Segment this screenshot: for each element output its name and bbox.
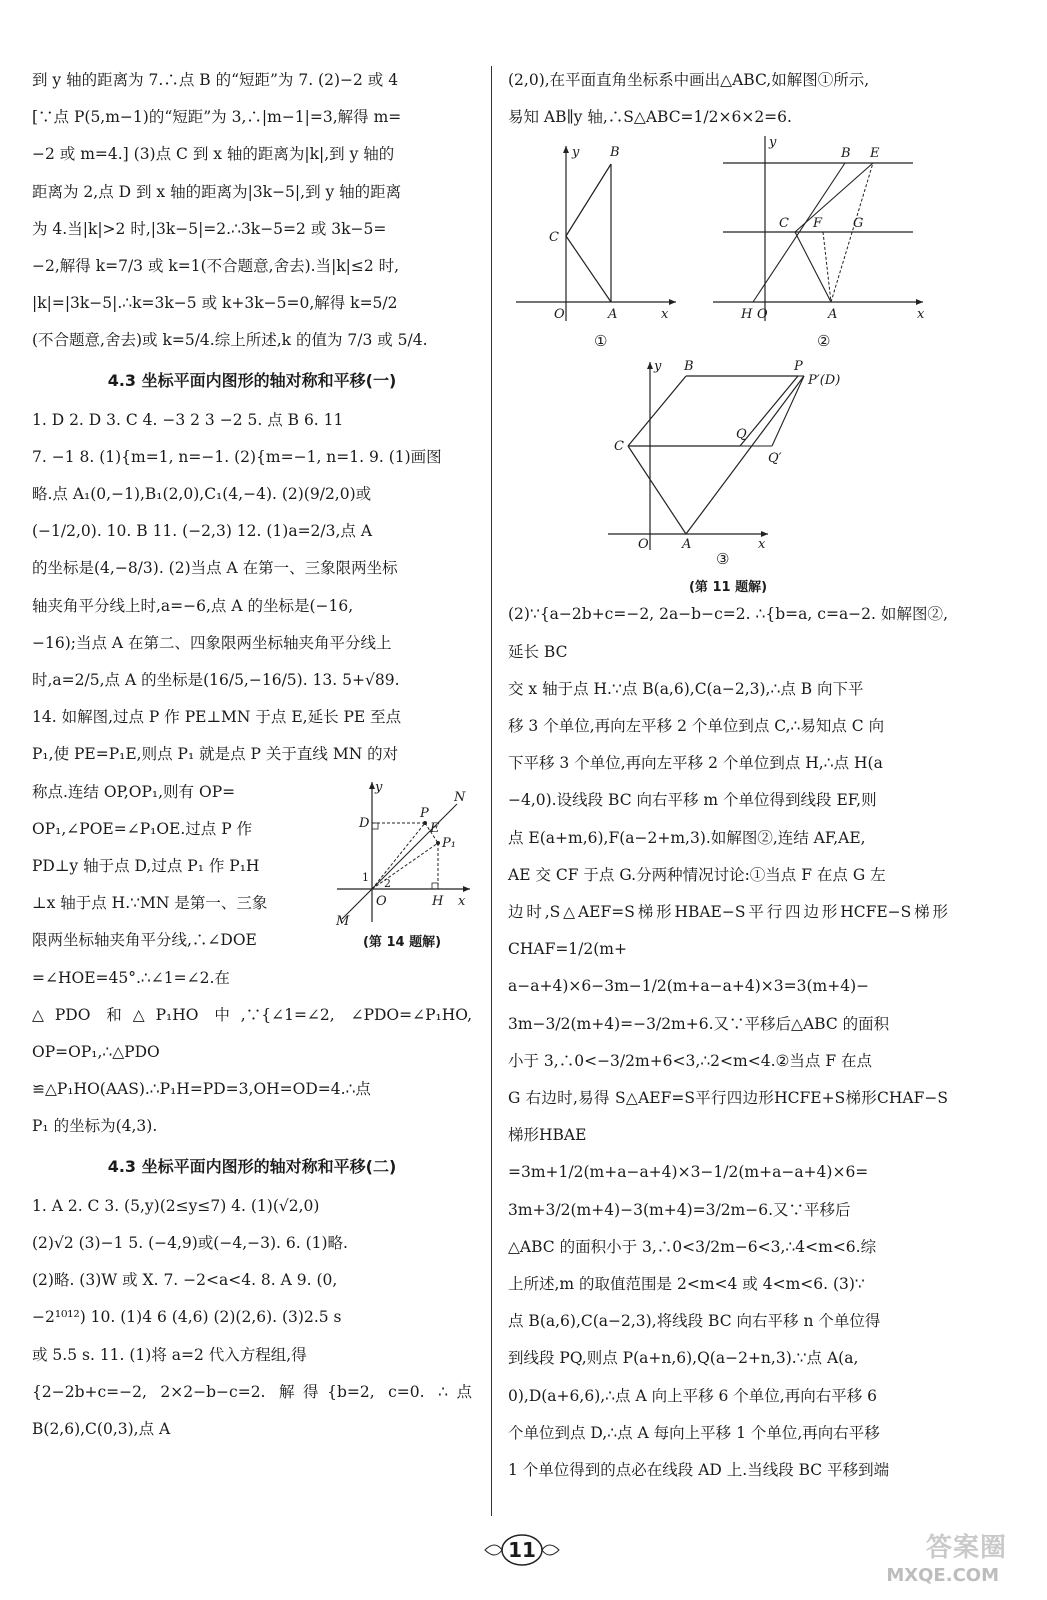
text-line: P₁,使 PE=P₁E,则点 P₁ 就是点 P 关于直线 MN 的对 (32, 745, 399, 764)
section-heading-2: 4.3 坐标平面内图形的轴对称和平移(二) (107, 1156, 397, 1176)
svg-text:G: G (853, 216, 864, 232)
svg-text:A: A (608, 307, 618, 323)
text-line: 时,a=2/5,点 A 的坐标是(16/5,−16/5). 13. 5+√89. (32, 671, 400, 690)
svg-text:O: O (554, 307, 565, 323)
text-line: 或 5.5 s. 11. (1)将 a=2 代入方程组,得 (32, 1345, 307, 1364)
figure-11-1-label: ① (594, 332, 608, 351)
text-line: 点 B(a,6),C(a−2,3),将线段 BC 向右平移 n 个单位得 (508, 1312, 881, 1331)
svg-text:y: y (654, 359, 662, 375)
text-line: G 右边时,易得 S△AEF=S平行四边形HCFE+S梯形CHAF−S梯形HBAE (508, 1089, 948, 1145)
text-line: 易知 AB∥y 轴,∴S△ABC=1/2×6×2=6. (508, 108, 792, 127)
svg-text:2: 2 (384, 877, 391, 891)
svg-text:E: E (870, 146, 880, 162)
svg-text:P₁: P₁ (442, 836, 456, 852)
text-line: 为 4.当|k|>2 时,|3k−5|=2.∴3k−5=2 或 3k−5= (32, 219, 387, 238)
svg-text:B: B (841, 146, 851, 162)
text-line: (不合题意,舍去)或 k=5/4.综上所述,k 的值为 7/3 或 5/4. (32, 331, 428, 350)
svg-text:y: y (375, 780, 383, 796)
text-line: 的坐标是(4,−8/3). (2)当点 A 在第一、三象限两坐标 (32, 559, 398, 578)
svg-text:N: N (454, 790, 466, 806)
svg-text:y: y (769, 136, 777, 151)
text-line: =∠HOE=45°.∴∠1=∠2.在 (32, 968, 230, 987)
text-line: [∵点 P(5,m−1)的“短距”为 3,∴|m−1|=3,解得 m= (32, 108, 402, 127)
answer-block-2 (32, 402, 472, 700)
figure-14-caption: (第 14 题解) (362, 935, 442, 951)
column-divider (491, 66, 492, 1516)
text-line: |k|=|3k−5|.∴k=3k−5 或 k+3k−5=0,解得 k=5/2 (32, 294, 398, 313)
svg-text:C: C (549, 230, 559, 246)
figure-11-3 (608, 358, 848, 568)
text-line: (2,0),在平面直角坐标系中画出△ABC,如解图①所示, (508, 71, 870, 89)
page-number-text: 11 (508, 1538, 536, 1562)
text-line: −2¹⁰¹²) 10. (1)4 6 (4,6) (2)(2,6). (3)2.5 s (32, 1308, 342, 1327)
svg-text:x: x (917, 307, 925, 323)
text-line: OP₁,∠POE=∠P₁OE.过点 P 作 (32, 819, 253, 838)
answer-block-right (508, 596, 948, 1489)
text-line: 14. 如解图,过点 P 作 PE⊥MN 于点 E,延长 PE 至点 (32, 708, 402, 727)
text-line: 上所述,m 的取值范围是 2<m<4 或 4<m<6. (3)∵ (508, 1275, 865, 1294)
svg-text:M: M (336, 914, 350, 928)
text-line: △PDO 和△P₁HO 中,∵{∠1=∠2, ∠PDO=∠P₁HO, OP=OP₁,∴△PDO (32, 1005, 472, 1062)
text-line: −2,解得 k=7/3 或 k=1(不合题意,舍去).当|k|≤2 时, (32, 257, 400, 276)
answer-block-1 (32, 62, 472, 360)
svg-text:Q′: Q′ (768, 451, 782, 467)
svg-text:H: H (741, 307, 753, 323)
text-line: −4,0).设线段 BC 向右平移 m 个单位得到线段 EF,则 (508, 791, 877, 810)
svg-text:P: P (420, 806, 429, 822)
svg-text:P: P (794, 359, 803, 375)
text-line: 7. −1 8. (1){m=1, n=−1. (2){m=−1, n=1. 9. (1)画图 (32, 447, 442, 466)
svg-text:F: F (813, 216, 823, 232)
problem-14-block (32, 699, 472, 997)
text-line: 下平移 3 个单位,再向左平移 2 个单位到点 H,∴点 H(a (508, 754, 883, 773)
text-line: 限两坐标轴夹角平分线,∴∠DOE (32, 931, 257, 950)
svg-text:y: y (572, 145, 580, 161)
text-line: PD⊥y 轴于点 D,过点 P₁ 作 P₁H (32, 857, 260, 876)
svg-text:x: x (758, 537, 766, 553)
svg-text:Q: Q (736, 427, 747, 443)
svg-text:1: 1 (362, 871, 369, 885)
figure-11-group (508, 136, 948, 596)
figure-11-2 (713, 136, 933, 351)
text-line: 点 E(a+m,6),F(a−2+m,3).如解图②,连结 AF,AE, (508, 828, 866, 847)
svg-text:C: C (614, 439, 624, 455)
text-line: −2 或 m=4.] (3)点 C 到 x 轴的距离为|k|,到 y 轴的 (32, 145, 395, 164)
svg-text:x: x (458, 894, 466, 910)
text-line: ≌△P₁HO(AAS).∴P₁H=PD=3,OH=OD=4.∴点 (32, 1080, 371, 1099)
figure-11-3-label: ③ (716, 550, 730, 569)
svg-text:C: C (779, 216, 789, 232)
text-line: 3m−3/2(m+4)=−3/2m+6.又∵平移后△ABC 的面积 (508, 1014, 890, 1033)
figure-14 (332, 777, 472, 950)
svg-text:P′(D): P′(D) (808, 373, 841, 389)
answer-block-4 (32, 1188, 472, 1448)
figure-14-diagram (332, 777, 472, 927)
text-line: 小于 3,∴0<−3/2m+6<3,∴2<m<4.②当点 F 在点 (508, 1051, 873, 1070)
svg-text:A: A (682, 537, 692, 553)
text-line: (2)略. (3)W 或 X. 7. −2<a<4. 8. A 9. (0, (32, 1271, 338, 1290)
left-column (32, 62, 472, 1448)
text-line: 1. A 2. C 3. (5,y)(2≤y≤7) 4. (1)(√2,0) (32, 1196, 320, 1215)
svg-text:O: O (757, 307, 768, 323)
text-line: −16);当点 A 在第二、四象限两坐标轴夹角平分线上 (32, 633, 392, 652)
text-line: 轴夹角平分线上时,a=−6,点 A 的坐标是(−16, (32, 596, 354, 615)
figure-11-1 (516, 136, 686, 351)
text-line: 到 y 轴的距离为 7.∴点 B 的“短距”为 7. (2)−2 或 4 (32, 71, 399, 89)
svg-text:O: O (376, 894, 387, 910)
figure-11-2-label: ② (817, 332, 831, 351)
text-line: ⊥x 轴于点 H.∵MN 是第一、三象 (32, 894, 268, 913)
text-line: 边时,S△AEF=S梯形HBAE−S平行四边形HCFE−S梯形CHAF=1/2(m+ (508, 903, 948, 959)
section-heading-1: 4.3 坐标平面内图形的轴对称和平移(一) (107, 370, 397, 390)
svg-text:E: E (430, 821, 440, 837)
text-line: 0),D(a+6,6),∴点 A 向上平移 6 个单位,再向右平移 6 (508, 1386, 878, 1405)
text-line: (−1/2,0). 10. B 11. (−2,3) 12. (1)a=2/3,点 A (32, 522, 373, 541)
svg-text:x: x (661, 307, 669, 323)
text-line: 3m+3/2(m+4)−3(m+4)=3/2m−6.又∵平移后 (508, 1200, 851, 1219)
svg-text:A: A (828, 307, 838, 323)
text-line: 称点.连结 OP,OP₁,则有 OP= (32, 782, 236, 801)
page-number (483, 1532, 561, 1568)
svg-text:H: H (432, 894, 444, 910)
svg-text:D: D (359, 816, 370, 832)
answer-block-3 (32, 997, 472, 1146)
text-line: P₁ 的坐标为(4,3). (32, 1117, 158, 1136)
svg-text:B: B (684, 359, 694, 375)
text-line: 距离为 2,点 D 到 x 轴的距离为|3k−5|,到 y 轴的距离 (32, 182, 402, 201)
text-line: 1. D 2. D 3. C 4. −3 2 3 −2 5. 点 B 6. 11 (32, 410, 344, 429)
right-column (508, 62, 948, 1489)
svg-text:B: B (610, 145, 620, 161)
text-line: (2)∵{a−2b+c=−2, 2a−b−c=2. ∴{b=a, c=a−2. 如解图②,延长 BC (508, 605, 948, 661)
text-line: AE 交 CF 于点 G.分两种情况讨论:①当点 F 在点 G 左 (508, 865, 886, 884)
text-line: 交 x 轴于点 H.∵点 B(a,6),C(a−2,3),∴点 B 向下平 (508, 679, 864, 698)
text-line: △ABC 的面积小于 3,∴0<3/2m−6<3,∴4<m<6.综 (508, 1237, 877, 1256)
text-line: 个单位到点 D,∴点 A 每向上平移 1 个单位,再向右平移 (508, 1423, 880, 1442)
text-line: 到线段 PQ,则点 P(a+n,6),Q(a−2+n,3).∵点 A(a, (508, 1349, 859, 1368)
watermark-logo: 答案圈 (925, 1533, 1007, 1563)
text-line: 移 3 个单位,再向左平移 2 个单位到点 C,∴易知点 C 向 (508, 717, 885, 736)
text-line: (2)√2 (3)−1 5. (−4,9)或(−4,−3). 6. (1)略. (32, 1233, 348, 1252)
text-line: =3m+1/2(m+a−a+4)×3−1/2(m+a−a+4)×6= (508, 1163, 869, 1182)
watermark-url: MXQE.COM (886, 1565, 999, 1586)
text-line: 1 个单位得到的点必在线段 AD 上.当线段 BC 平移到端 (508, 1461, 890, 1480)
figure-11-caption: (第 11 题解) (688, 580, 768, 596)
text-line: {2−2b+c=−2, 2×2−b−c=2. 解得{b=2, c=0. ∴点 B(2,6),C(0,3),点 A (32, 1382, 472, 1438)
svg-text:O: O (638, 537, 649, 553)
text-line: 略.点 A₁(0,−1),B₁(2,0),C₁(4,−4). (2)(9/2,0)或 (32, 485, 372, 504)
text-line: a−a+4)×6−3m−1/2(m+a−a+4)×3=3(m+4)− (508, 977, 870, 996)
